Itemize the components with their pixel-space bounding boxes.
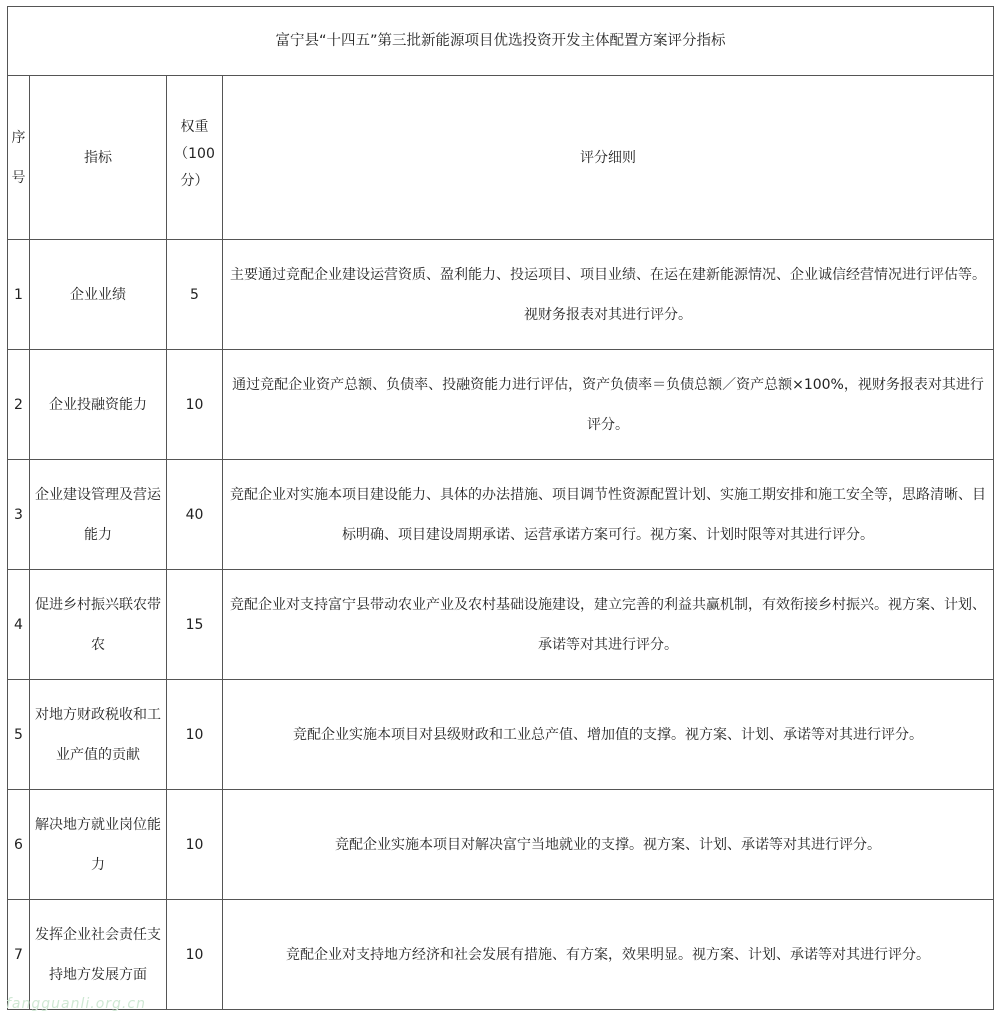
watermark: fangguanli.org.cn	[6, 996, 146, 1012]
header-no	[8, 76, 30, 240]
header-row	[8, 76, 994, 240]
row-detail-text: 竞配企业对实施本项目建设能力、具体的办法措施、项目调节性资源配置计划、实施工期安排和施工安全等，思路清晰、目标明确、项目建设周期承诺、运营承诺方案可行。视方案、计划时限等对其进行评分。	[230, 486, 986, 543]
row-indicator-text: 解决地方就业岗位能力	[35, 816, 161, 873]
row-detail-text: 竞配企业对支持富宁县带动农业产业及农村基础设施建设，建立完善的利益共赢机制，有效衔接乡村振兴。视方案、计划、承诺等对其进行评分。	[230, 596, 986, 653]
row-detail-text: 通过竞配企业资产总额、负债率、投融资能力进行评估，资产负债率＝负债总额／资产总额×100%，视财务报表对其进行评分。	[232, 376, 984, 433]
row-detail	[223, 460, 994, 570]
row-indicator	[30, 350, 167, 460]
title-row	[8, 7, 994, 76]
table-row	[8, 570, 994, 680]
row-weight: 40	[167, 460, 223, 570]
row-indicator	[30, 460, 167, 570]
row-no: 6	[8, 790, 30, 900]
row-indicator	[30, 790, 167, 900]
table-row	[8, 350, 994, 460]
row-weight: 10	[167, 680, 223, 790]
row-weight: 10	[167, 900, 223, 1010]
row-indicator-text: 促进乡村振兴联农带农	[35, 596, 161, 653]
row-no: 7	[8, 900, 30, 1010]
row-detail	[223, 900, 994, 1010]
row-weight: 10	[167, 790, 223, 900]
table-row	[8, 790, 994, 900]
row-indicator-text: 发挥企业社会责任支持地方发展方面	[35, 926, 161, 983]
row-detail	[223, 680, 994, 790]
row-indicator	[30, 680, 167, 790]
row-indicator-text: 企业投融资能力	[49, 396, 147, 413]
row-detail	[223, 790, 994, 900]
row-indicator	[30, 900, 167, 1010]
row-no: 1	[8, 240, 30, 350]
row-weight: 10	[167, 350, 223, 460]
row-no: 5	[8, 680, 30, 790]
row-detail-text: 竞配企业对支持地方经济和社会发展有措施、有方案，效果明显。视方案、计划、承诺等对其进行评分。	[286, 946, 930, 963]
row-detail-text: 主要通过竞配企业建设运营资质、盈利能力、投运项目、项目业绩、在运在建新能源情况、企业诚信经营情况进行评估等。视财务报表对其进行评分。	[230, 266, 986, 323]
row-detail	[223, 570, 994, 680]
table-title: 富宁县“十四五”第三批新能源项目优选投资开发主体配置方案评分指标	[8, 7, 994, 76]
row-detail-text: 竞配企业实施本项目对县级财政和工业总产值、增加值的支撑。视方案、计划、承诺等对其进行评分。	[293, 726, 923, 743]
row-no: 3	[8, 460, 30, 570]
row-indicator	[30, 240, 167, 350]
header-indicator: 指标	[30, 76, 167, 240]
row-detail	[223, 240, 994, 350]
row-no: 4	[8, 570, 30, 680]
row-indicator-text: 企业业绩	[70, 286, 126, 303]
row-detail-text: 竞配企业实施本项目对解决富宁当地就业的支撑。视方案、计划、承诺等对其进行评分。	[335, 836, 881, 853]
row-weight: 15	[167, 570, 223, 680]
row-weight: 5	[167, 240, 223, 350]
header-weight-line-2: （100	[174, 146, 215, 162]
table-row	[8, 680, 994, 790]
row-detail	[223, 350, 994, 460]
table-row	[8, 240, 994, 350]
table-row	[8, 900, 994, 1010]
header-weight-line-3: 分）	[180, 173, 209, 189]
row-indicator-text: 企业建设管理及营运能力	[35, 486, 161, 543]
row-indicator	[30, 570, 167, 680]
header-weight	[167, 76, 223, 240]
header-detail: 评分细则	[223, 76, 994, 240]
header-no-line-1: 序	[11, 129, 26, 146]
row-indicator-text: 对地方财政税收和工业产值的贡献	[35, 706, 161, 763]
scoring-table	[7, 6, 994, 1010]
header-weight-line-1: 权重	[180, 119, 209, 135]
row-no: 2	[8, 350, 30, 460]
table-row	[8, 460, 994, 570]
header-no-line-2: 号	[11, 169, 26, 186]
